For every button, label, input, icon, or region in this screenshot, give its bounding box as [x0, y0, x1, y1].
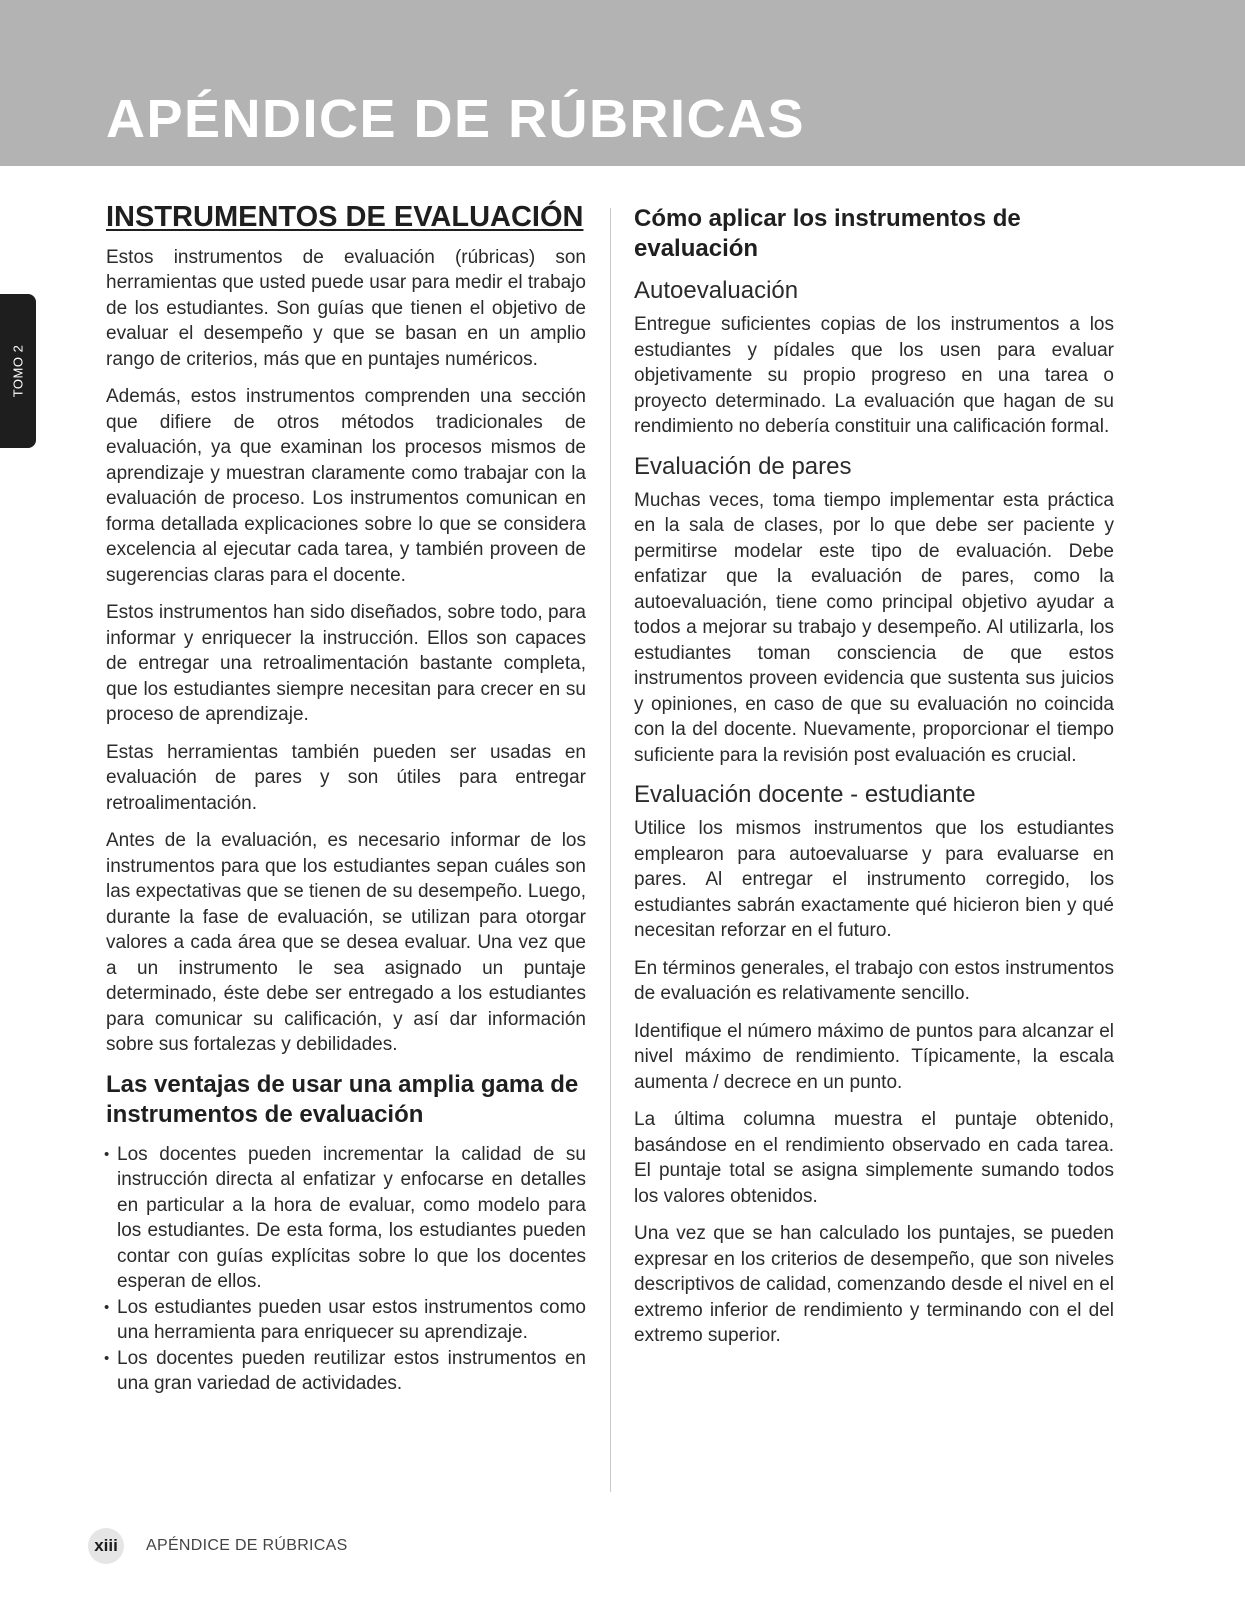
paragraph: Estos instrumentos de evaluación (rúbricas) son herramientas que usted puede usar para medir el trabajo de los estudiantes. Son guías que tienen el objetivo de evaluar el desempeño y que se basan en un amplio rango de criterios, más que en puntajes numéricos.: [106, 246, 586, 370]
how-to-heading: Cómo aplicar los instrumentos de evaluación: [634, 205, 1021, 262]
paragraph: Además, estos instrumentos comprenden una sección que difiere de otros métodos tradicionales de evaluación, ya que examinan los procesos mismos de aprendizaje y muestran claramente como trabajar con la evaluación de proceso. Los instrumentos comunican en forma detallada explicaciones sobre lo que se considera excelencia al ejecutar cada tarea, y también proveen de sugerencias claras para el docente.: [106, 386, 586, 586]
paragraph: Antes de la evaluación, es necesario informar de los instrumentos para que los estudiantes sepan cuáles son las expectativas que se tienen de su desempeño. Luego, durante la fase de evaluación, se utilizan para otorgar valores a cada área que se desea evaluar. Una vez que a un instrumento le sea asignado un puntaje determinado, éste debe ser entregado a los estudiantes para comunicar su calificación, y así dar información sobre sus fortalezas y debilidades.: [106, 830, 586, 1056]
page-number: xiii: [88, 1528, 124, 1564]
column-divider: [610, 208, 611, 1492]
pares-heading: Evaluación de pares: [634, 452, 852, 480]
page-title: APÉNDICE DE RÚBRICAS: [106, 89, 806, 149]
header-banner: [0, 0, 1245, 166]
paragraph: Estos instrumentos han sido diseñados, sobre todo, para informar y enriquecer la instrucción. Ellos son capaces de entregar una retroalimentación bastante completa, que los estudiantes siempre necesitan para crecer en su proceso de aprendizaje.: [106, 602, 586, 726]
paragraph: La última columna muestra el puntaje obtenido, basándose en el rendimiento observado en cada tarea. El puntaje total se asigna simplemente sumando todos los valores obtenidos.: [634, 1109, 1114, 1207]
paragraph: En términos generales, el trabajo con estos instrumentos de evaluación es relativamente sencillo.: [634, 957, 1114, 1004]
section-heading: INSTRUMENTOS DE EVALUACIÓN: [106, 201, 584, 233]
autoevaluacion-heading: Autoevaluación: [634, 277, 799, 304]
paragraph: Identifique el número máximo de puntos para alcanzar el nivel máximo de rendimiento. Típicamente, la escala aumenta / decrece en un punto.: [634, 1020, 1114, 1093]
volume-label: TOMO 2: [10, 344, 26, 398]
list-item: • Los estudiantes pueden usar estos instrumentos como una herramienta para enriquecer su aprendizaje.: [106, 1295, 586, 1346]
docente-heading: Evaluación docente - estudiante: [634, 781, 976, 808]
advantages-heading: Las ventajas de usar una amplia gama de instrumentos de evaluación: [106, 1070, 579, 1128]
left-column: [106, 200, 586, 1397]
list-item: • Los docentes pueden reutilizar estos instrumentos en una gran variedad de actividades.: [106, 1346, 586, 1397]
volume-tab: [0, 294, 36, 448]
advantages-list: [106, 1142, 586, 1397]
paragraph: Utilice los mismos instrumentos que los estudiantes emplearon para autoevaluarse y para evaluarse en pares. Al entregar el instrumento corregido, los estudiantes sabrán exactamente qué hicieron bien y qué necesitan reforzar en el futuro.: [634, 818, 1114, 941]
paragraph: Estas herramientas también pueden ser usadas en evaluación de pares y son útiles para entregar retroalimentación.: [106, 741, 586, 814]
paragraph: Entregue suficientes copias de los instrumentos a los estudiantes y pídales que los usen para evaluar objetivamente su propio progreso en una tarea o proyecto determinado. La evaluación que hagan de su rendimiento no debería constituir una calificación formal.: [634, 314, 1114, 437]
list-item: • Los docentes pueden incrementar la calidad de su instrucción directa al enfatizar y enfocarse en detalles en particular a la hora de evaluar, como modelo para los estudiantes. De esta forma, los estudiantes pueden contar con guías explícitas sobre lo que los docentes esperan de ellos.: [106, 1142, 586, 1295]
paragraph: Muchas veces, toma tiempo implementar esta práctica en la sala de clases, por lo que debe ser paciente y permitirse modelar este tipo de evaluación. Debe enfatizar que la evaluación de pares, como la autoevaluación, tiene como principal objetivo ayudar a todos a mejorar su trabajo y desempeño. Al utilizarla, los estudiantes toman consciencia de que estos instrumentos proveen evidencia que sustenta sus juicios y opiniones, en caso de que su evaluación no coincida con la del docente. Nuevamente, proporcionar el tiempo suficiente para la revisión post evaluación es crucial.: [634, 489, 1114, 766]
footer-label: APÉNDICE DE RÚBRICAS: [146, 1537, 348, 1554]
paragraph: Una vez que se han calculado los puntajes, se pueden expresar en los criterios de desempeño, que son niveles descriptivos de calidad, comenzando desde el nivel en el extremo inferior de rendimiento y terminando con el del extremo superior.: [634, 1223, 1114, 1346]
right-column: [634, 200, 1114, 1361]
